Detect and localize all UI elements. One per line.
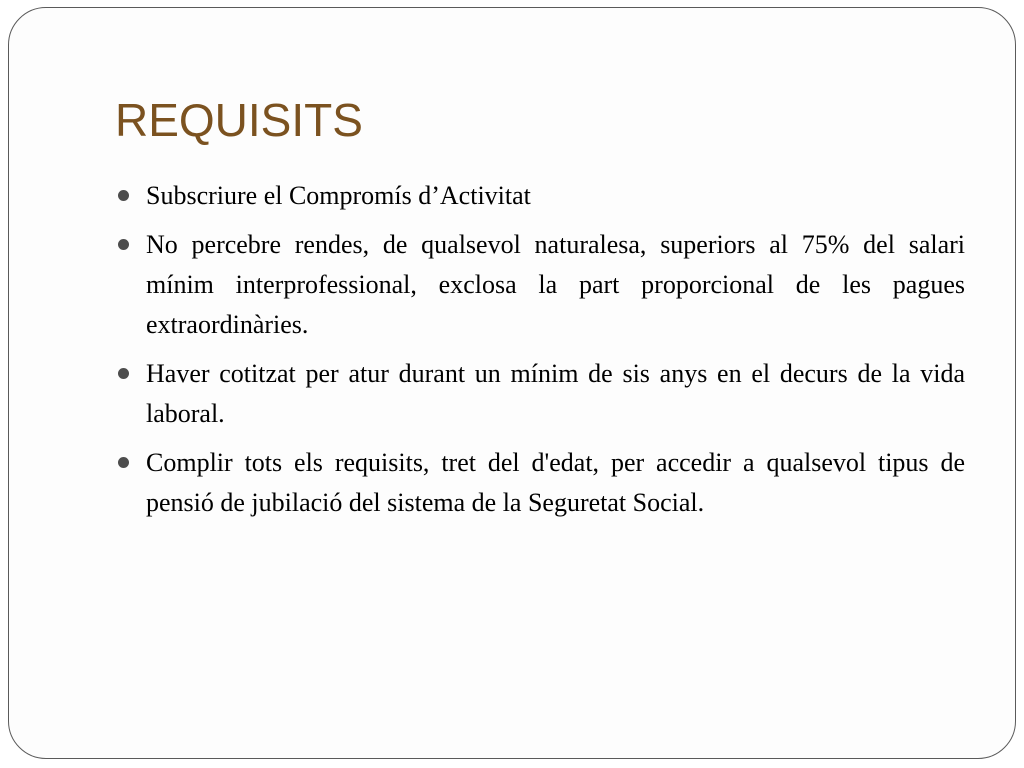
bullet-dot-icon	[118, 368, 129, 379]
slide-frame	[8, 7, 1016, 759]
bullet-text: Haver cotitzat per atur durant un mínim de sis anys en el decurs de la vida laboral.	[146, 359, 965, 428]
bullet-dot-icon	[118, 190, 129, 201]
bullet-item	[115, 354, 965, 434]
bullet-text: No percebre rendes, de qualsevol naturalesa, superiors al 75% del salari mínim interprofessional, exclosa la part proporcional de les pagues extraordinàries.	[146, 230, 965, 339]
bullet-text: Subscriure el Compromís d’Activitat	[146, 181, 531, 210]
bullet-dot-icon	[118, 239, 129, 250]
bullet-list	[115, 176, 965, 532]
slide-title: REQUISITS	[115, 94, 363, 146]
bullet-item	[115, 176, 965, 216]
bullet-dot-icon	[118, 457, 129, 468]
bullet-text: Complir tots els requisits, tret del d'edat, per accedir a qualsevol tipus de pensió de jubilació del sistema de la Seguretat Social.	[146, 448, 965, 517]
bullet-item	[115, 225, 965, 345]
bullet-item	[115, 443, 965, 523]
